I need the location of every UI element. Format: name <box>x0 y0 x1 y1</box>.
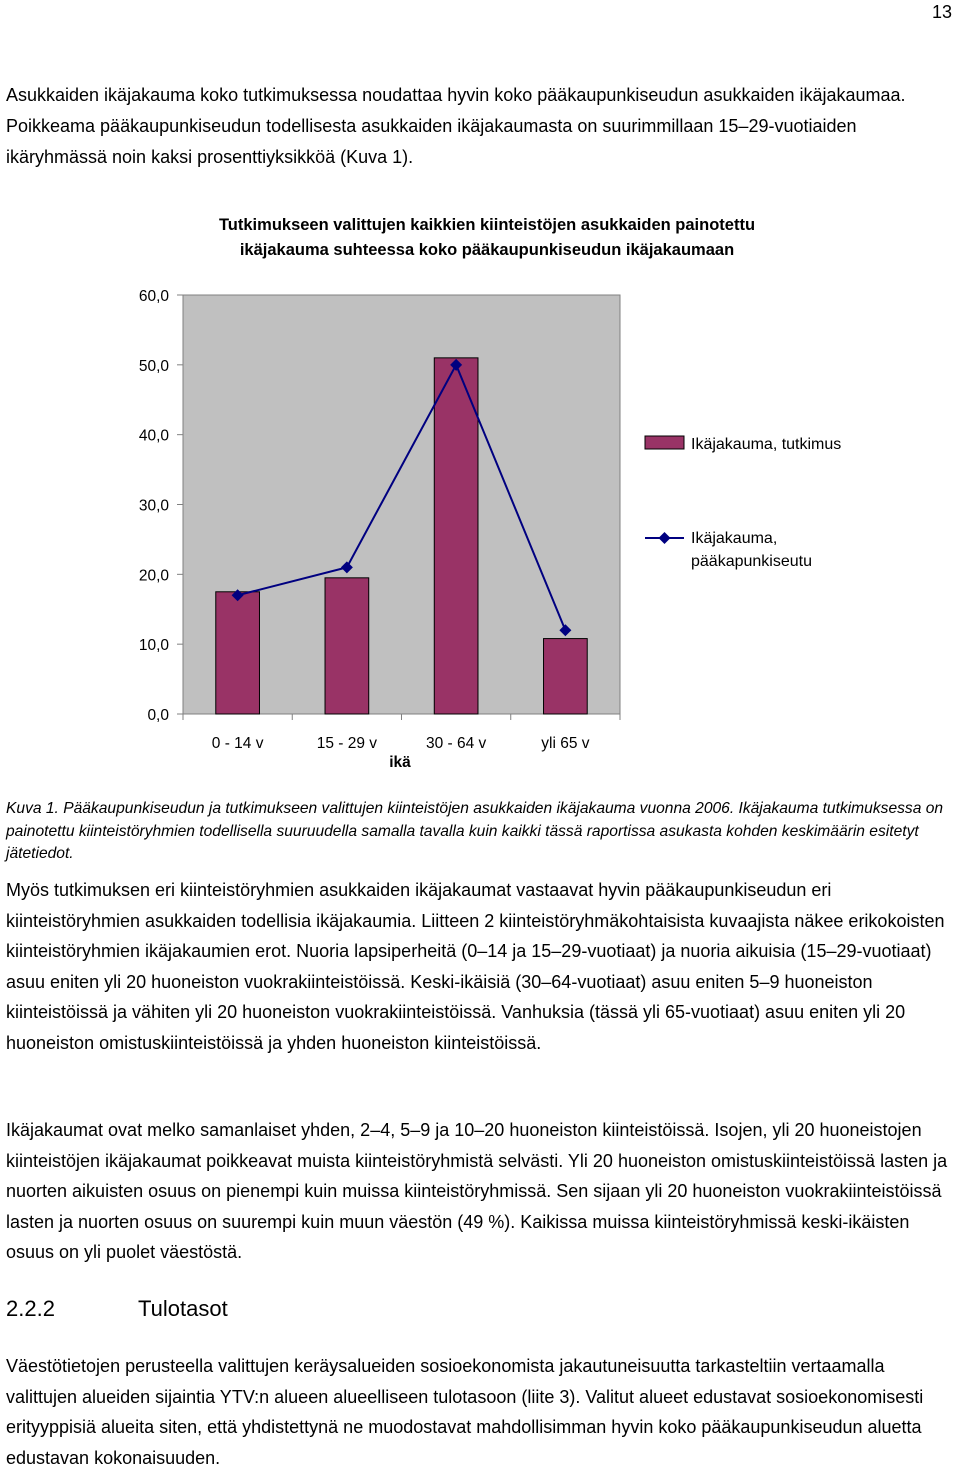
x-axis <box>183 714 620 752</box>
section-title: Tulotasot <box>138 1296 228 1321</box>
section-number: 2.2.2 <box>6 1296 55 1321</box>
body-paragraph-1: Myös tutkimuksen eri kiinteistöryhmien asukkaiden ikäjakaumat vastaavat hyvin pääkaupunkiseudun eri kiinteistöryhmien asukkaiden todellisia ikäjakaumia. Liitteen 2 kiinteistöryhmäkohtaisista kuvaajista näkee erikokoisten kiinteistöryhmien ikäjakaumien erot. Nuoria lapsiperheitä (0–14 ja 15–29-vuotiaat) ja nuoria aikuisia (15–29-vuotiaat) asuu eniten yli 20 huoneiston vuokrakiinteistöissä. Keski-ikäisiä (30–64-vuotiaat) asuu eniten 5–9 huoneiston kiinteistöissä ja vähiten yli 20 huoneiston vuokrakiinteistöissä. Vanhuksia (tässä yli 65-vuotiaat) asuu eniten yli 20 huoneiston omistuskiinteistöissä ja yhden huoneiston kiinteistöissä. <box>6 880 945 1053</box>
x-tick-label: 15 - 29 v <box>316 735 378 752</box>
legend-line-label-2: pääkapunkiseutu <box>691 553 812 570</box>
legend-bar-label: Ikäjakauma, tutkimus <box>691 436 842 453</box>
page-number: 13 <box>931 2 952 22</box>
intro-paragraph: Asukkaiden ikäjakauma koko tutkimuksessa noudattaa hyvin koko pääkaupunkiseudun asukkaiden ikäjakaumaa. Poikkeama pääkaupunkiseudun todellisesta asukkaiden ikäjakaumasta on suurimmillaan 15–29-vuotiaiden ikäryhmässä noin kaksi prosenttiyksikköä (Kuva 1). <box>6 85 906 167</box>
legend-bar-swatch <box>645 436 684 449</box>
chart-title-line2: ikäjakauma suhteessa koko pääkaupunkiseudun ikäjakaumaan <box>239 241 735 259</box>
y-tick-label: 20,0 <box>138 567 169 585</box>
x-tick-label: yli 65 v <box>541 735 590 752</box>
y-tick-label: 50,0 <box>138 357 169 375</box>
body-paragraph-2: Ikäjakaumat ovat melko samanlaiset yhden, 2–4, 5–9 ja 10–20 huoneiston kiinteistöissä. Isojen, yli 20 huoneistojen kiinteistöjen ikäjakaumat poikkeavat muista kiinteistöryhmistä selvästi. Yli 20 huoneiston omistuskiinteistöissä lasten ja nuorten aikuisten osuus on pienempi kuin muissa kiinteistöryhmissä. Sen sijaan yli 20 huoneiston vuokrakiinteistöissä lasten ja nuorten osuus on suurempi kuin muun väestön (49 %). Kaikissa muissa kiinteistöryhmissä keski-ikäisten osuus on yli puolet väestöstä. <box>6 1120 948 1262</box>
y-tick-label: 60,0 <box>138 288 169 305</box>
section-heading <box>6 1294 228 1324</box>
y-axis <box>139 288 183 724</box>
legend-diamond-marker <box>659 532 671 544</box>
y-tick-label: 10,0 <box>138 637 169 655</box>
y-tick-label: 40,0 <box>138 427 169 445</box>
y-tick-label: 0,0 <box>147 707 169 724</box>
bar <box>434 358 478 714</box>
legend <box>645 436 841 570</box>
x-tick-label: 30 - 64 v <box>425 735 487 752</box>
bar <box>544 639 588 714</box>
x-axis-label: ikä <box>389 754 411 771</box>
bar <box>216 592 260 714</box>
y-tick-label: 30,0 <box>138 497 169 515</box>
chart-title-line1: Tutkimukseen valittujen kaikkien kiinteistöjen asukkaiden painotettu <box>218 216 756 234</box>
age-distribution-chart <box>0 205 960 785</box>
figure-caption: Kuva 1. Pääkaupunkiseudun ja tutkimukseen valittujen kiinteistöjen asukkaiden ikäjakauma vuonna 2006. Ikäjakauma tutkimuksessa on painotettu kiinteistöryhmien todellisella suuruudella samalla tavalla kuin kaikki tässä raportissa asukasta kohden keskimäärin esitetyt jätetiedot. <box>6 800 944 862</box>
body-paragraph-3: Väestötietojen perusteella valittujen keräysalueiden sosioekonomista jakautuneisuutta tarkasteltiin vertaamalla valittujen alueiden sijaintia YTV:n alueen alueelliseen tulotasoon (liite 3). Valitut alueet edustavat sosioekonomisesti erityyppisiä alueita siten, että yhdistettynä ne muodostavat mahdollisimman hyvin koko pääkaupunkiseudun aluetta edustavan kokonaisuuden. <box>6 1356 924 1468</box>
bar <box>325 578 369 714</box>
x-tick-label: 0 - 14 v <box>211 735 264 752</box>
legend-line-label-1: Ikäjakauma, <box>691 530 778 547</box>
